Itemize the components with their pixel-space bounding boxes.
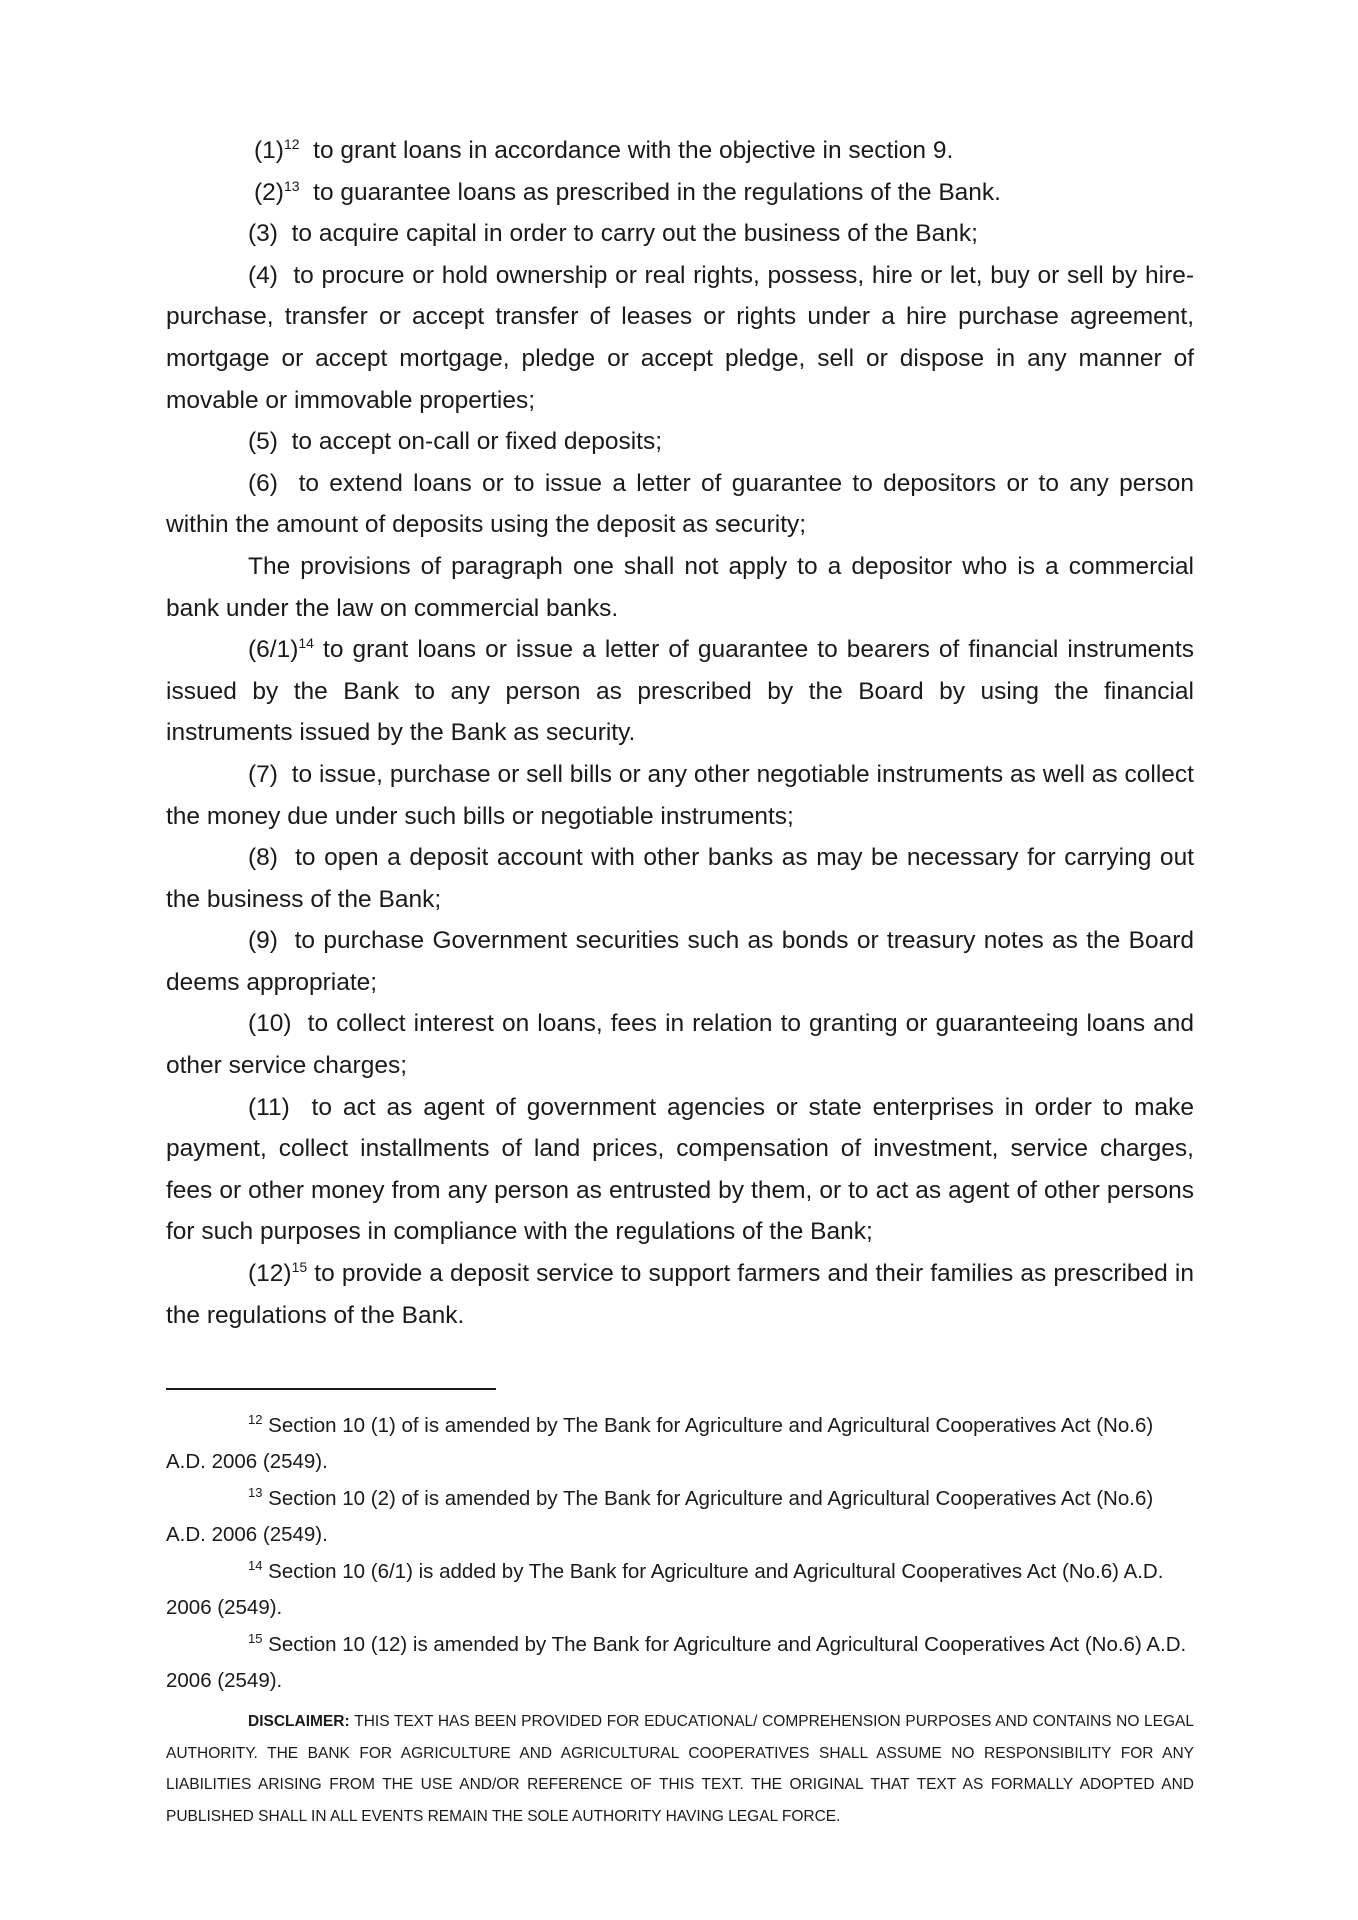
item-6-paragraph-two: [166, 546, 1194, 629]
item-number: (9): [248, 927, 278, 955]
item-text: to acquire capital in order to carry out the business of the Bank;: [291, 220, 978, 248]
item-6-1: [166, 629, 1194, 754]
footnote-ref: 12: [283, 135, 300, 152]
item-number: (1): [254, 137, 284, 164]
item-3: [166, 213, 1194, 255]
item-number: (5): [248, 428, 278, 456]
footnote-ref: 13: [283, 177, 300, 194]
item-text: to purchase Government securities such as bonds or treasury notes as the Board deems appropriate;: [166, 927, 1194, 996]
item-number: (8): [248, 844, 278, 872]
footnote-number: 15: [248, 1631, 263, 1647]
footnote-text: Section 10 (6/1) is added by The Bank for Agriculture and Agricultural Cooperatives Act (No.6) A.D. 2006 (2549).: [166, 1560, 1164, 1619]
item-1: [166, 130, 1194, 172]
footnote-text: Section 10 (1) of is amended by The Bank for Agriculture and Agricultural Cooperatives Act (No.6) A.D. 2006 (2549).: [166, 1414, 1154, 1473]
item-12: [166, 1253, 1194, 1336]
item-text: to grant loans in accordance with the objective in section 9.: [313, 137, 954, 164]
item-text: The provisions of paragraph one shall not apply to a depositor who is a commercial bank under the law on commercial banks.: [166, 552, 1194, 622]
item-text: to issue, purchase or sell bills or any other negotiable instruments as well as collect the money due under such bills or negotiable instruments;: [166, 760, 1194, 830]
item-text: to act as agent of government agencies or state enterprises in order to make payment, collect installments of land prices, compensation of investment, service charges, fees or other money from any person as entrusted by them, or to act as agent of other persons for such purposes in compliance with the regulations of the Bank;: [166, 1093, 1194, 1246]
footnote-ref: 14: [298, 634, 314, 651]
item-text: to open a deposit account with other banks as may be necessary for carrying out the business of the Bank;: [166, 844, 1194, 913]
item-text: to extend loans or to issue a letter of guarantee to depositors or to any person within the amount of deposits using the deposit as security;: [166, 469, 1194, 539]
footnote-number: 14: [248, 1558, 263, 1574]
item-10: [166, 1003, 1194, 1086]
document-body: [166, 130, 1194, 1336]
footnote-ref: 15: [291, 1258, 308, 1275]
item-text: to accept on-call or fixed deposits;: [291, 428, 662, 456]
disclaimer-label: DISCLAIMER:: [248, 1713, 350, 1730]
footnote-15: [166, 1627, 1194, 1698]
item-text: to collect interest on loans, fees in relation to granting or guaranteeing loans and other service charges;: [166, 1010, 1195, 1080]
item-number: (7): [248, 760, 278, 788]
footnote-14: [166, 1554, 1194, 1625]
item-4: [166, 255, 1194, 421]
item-6: [166, 463, 1194, 546]
footnote-number: 13: [248, 1485, 263, 1501]
footnote-separator: [166, 1388, 496, 1390]
item-text: to procure or hold ownership or real rights, possess, hire or let, buy or sell by hire-purchase, transfer or accept transfer of leases or rights under a hire purchase agreement, mortgage or accept mortgage, pledge or accept pledge, sell or dispose in any manner of movable or immovable properties;: [166, 261, 1194, 414]
disclaimer-text: THIS TEXT HAS BEEN PROVIDED FOR EDUCATIONAL/ COMPREHENSION PURPOSES AND CONTAINS NO LEGAL AUTHORITY. THE BANK FOR AGRICULTURE AND AGRICULTURAL COOPERATIVES SHALL ASSUME NO RESPONSIBILITY FOR ANY LIABILITIES ARISING FROM THE USE AND/OR REFERENCE OF THIS TEXT. THE ORIGINAL THAT TEXT AS FORMALLY ADOPTED AND PUBLISHED SHALL IN ALL EVENTS REMAIN THE SOLE AUTHORITY HAVING LEGAL FORCE.: [166, 1713, 1194, 1825]
footnote-13: [166, 1481, 1194, 1552]
item-number: (6): [248, 469, 278, 497]
footnote-number: 12: [248, 1412, 263, 1428]
item-number: (12): [248, 1260, 292, 1288]
footnote-12: [166, 1408, 1194, 1479]
item-number: (3): [248, 220, 278, 248]
item-number: (6/1): [248, 636, 299, 664]
item-text: to provide a deposit service to support farmers and their families as prescribed in the regulations of the Bank.: [166, 1260, 1194, 1329]
item-9: [166, 920, 1194, 1003]
item-7: [166, 754, 1194, 837]
item-text: to guarantee loans as prescribed in the regulations of the Bank.: [313, 178, 1001, 206]
footnote-text: Section 10 (12) is amended by The Bank for Agriculture and Agricultural Cooperatives Act (No.6) A.D. 2006 (2549).: [166, 1633, 1187, 1692]
item-5: [166, 421, 1194, 463]
item-number: (11): [248, 1093, 290, 1121]
item-8: [166, 837, 1194, 920]
item-text: to grant loans or issue a letter of guarantee to bearers of financial instruments issued by the Bank to any person as prescribed by the Board by using the financial instruments issued by the Bank as security.: [166, 636, 1194, 747]
item-number: (10): [248, 1010, 292, 1038]
item-number: (4): [248, 261, 278, 289]
item-2: [166, 172, 1194, 214]
footnote-text: Section 10 (2) of is amended by The Bank for Agriculture and Agricultural Cooperatives Act (No.6) A.D. 2006 (2549).: [166, 1487, 1154, 1546]
item-number: (2): [254, 178, 284, 206]
footnotes: [166, 1408, 1194, 1700]
item-11: [166, 1087, 1194, 1253]
disclaimer: [166, 1706, 1194, 1832]
